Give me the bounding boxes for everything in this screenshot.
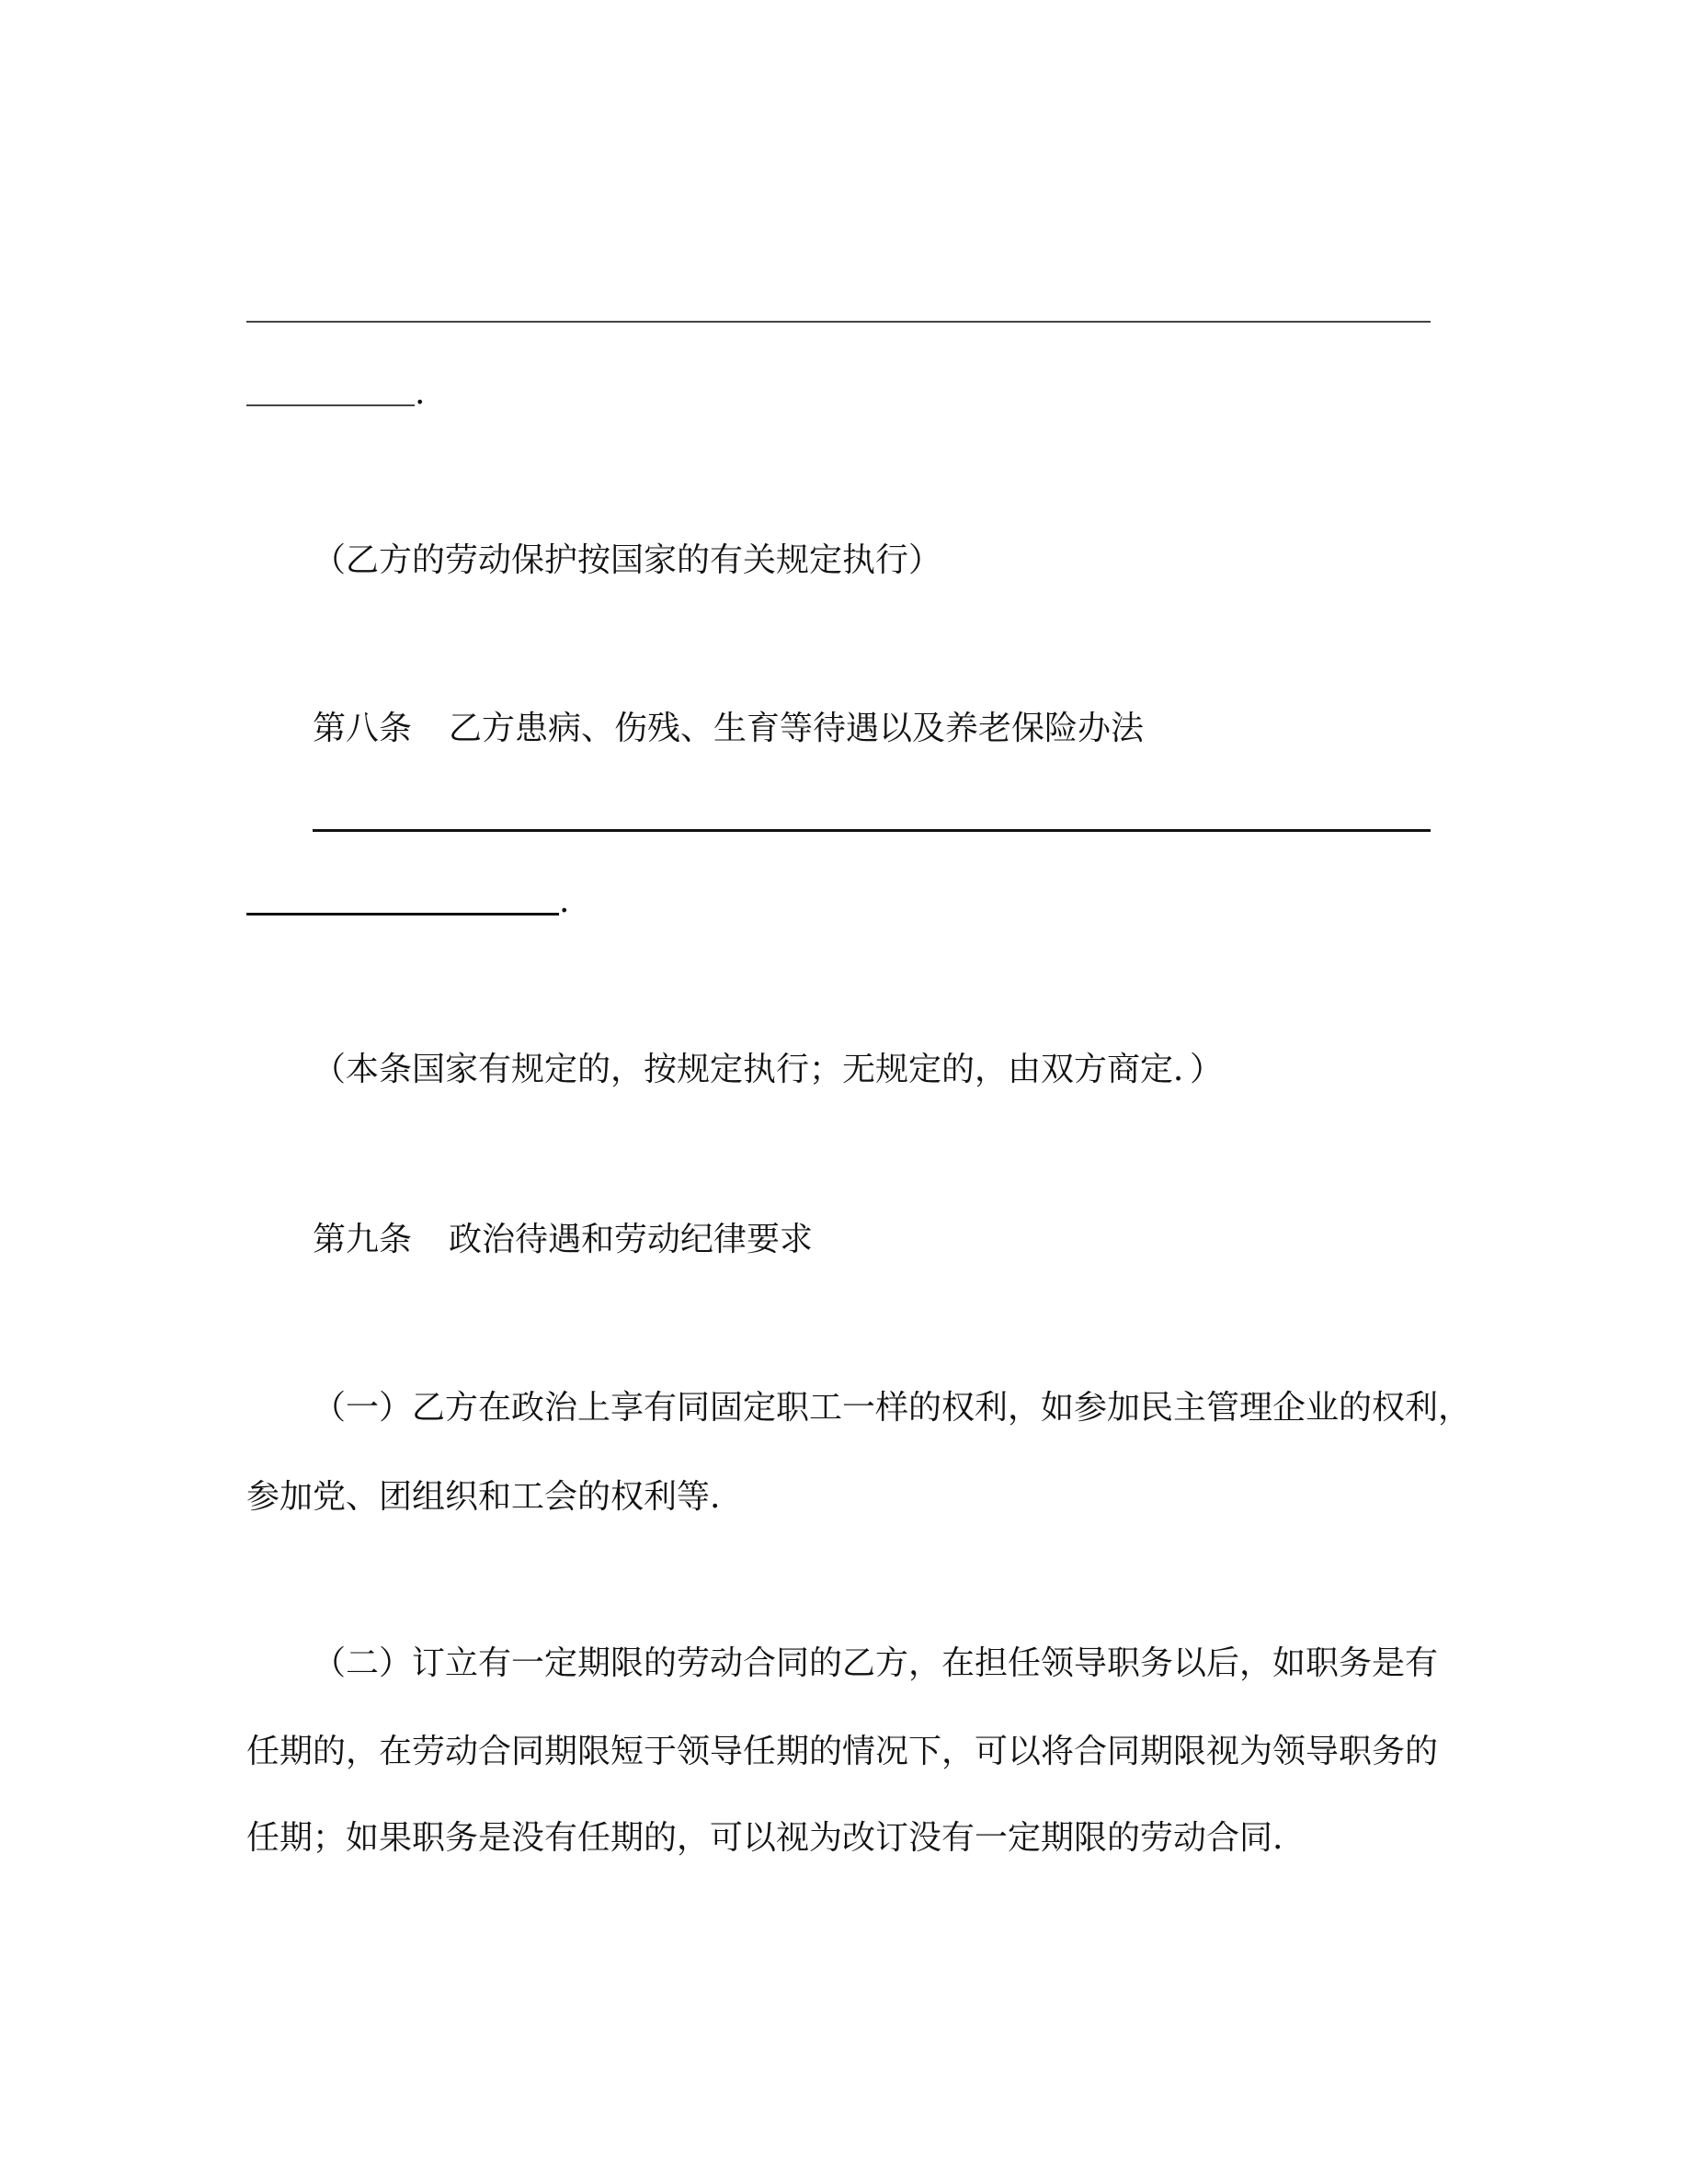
labor-protection-note: （乙方的劳动保护按国家的有关规定执行） xyxy=(313,541,942,579)
blank-line-full-2 xyxy=(313,829,1431,832)
blank-line-short-1 xyxy=(246,404,415,406)
clause-1-line-2: 参加党、团组织和工会的权利等. xyxy=(246,1478,721,1516)
article-9-number: 第九条 xyxy=(313,1221,413,1258)
article-9-title: 政治待遇和劳动纪律要求 xyxy=(449,1221,814,1258)
article-8-note: （本条国家有规定的，按规定执行；无规定的，由双方商定．） xyxy=(313,1051,1224,1088)
clause-2-line-1: （二）订立有一定期限的劳动合同的乙方，在担任领导职务以后，如职务是有 xyxy=(313,1644,1439,1682)
article-8-heading xyxy=(313,707,1144,751)
blank-line-short-2 xyxy=(246,913,559,916)
clause-1-line-1: （一）乙方在政治上享有同固定职工一样的权利，如参加民主管理企业的权利， xyxy=(313,1389,1472,1427)
blank-end-period-2: . xyxy=(559,882,570,920)
article-9-heading xyxy=(313,1218,813,1262)
blank-end-period-1: . xyxy=(415,374,426,412)
article-8-number: 第八条 xyxy=(313,710,413,747)
blank-line-full-1 xyxy=(246,321,1431,323)
clause-2-line-3: 任期；如果职务是没有任期的，可以视为改订没有一定期限的劳动合同. xyxy=(246,1819,1283,1857)
clause-2-line-2: 任期的，在劳动合同期限短于领导任期的情况下，可以将合同期限视为领导职务的 xyxy=(246,1733,1439,1770)
article-8-title: 乙方患病、伤残、生育等待遇以及养老保险办法 xyxy=(449,710,1145,747)
